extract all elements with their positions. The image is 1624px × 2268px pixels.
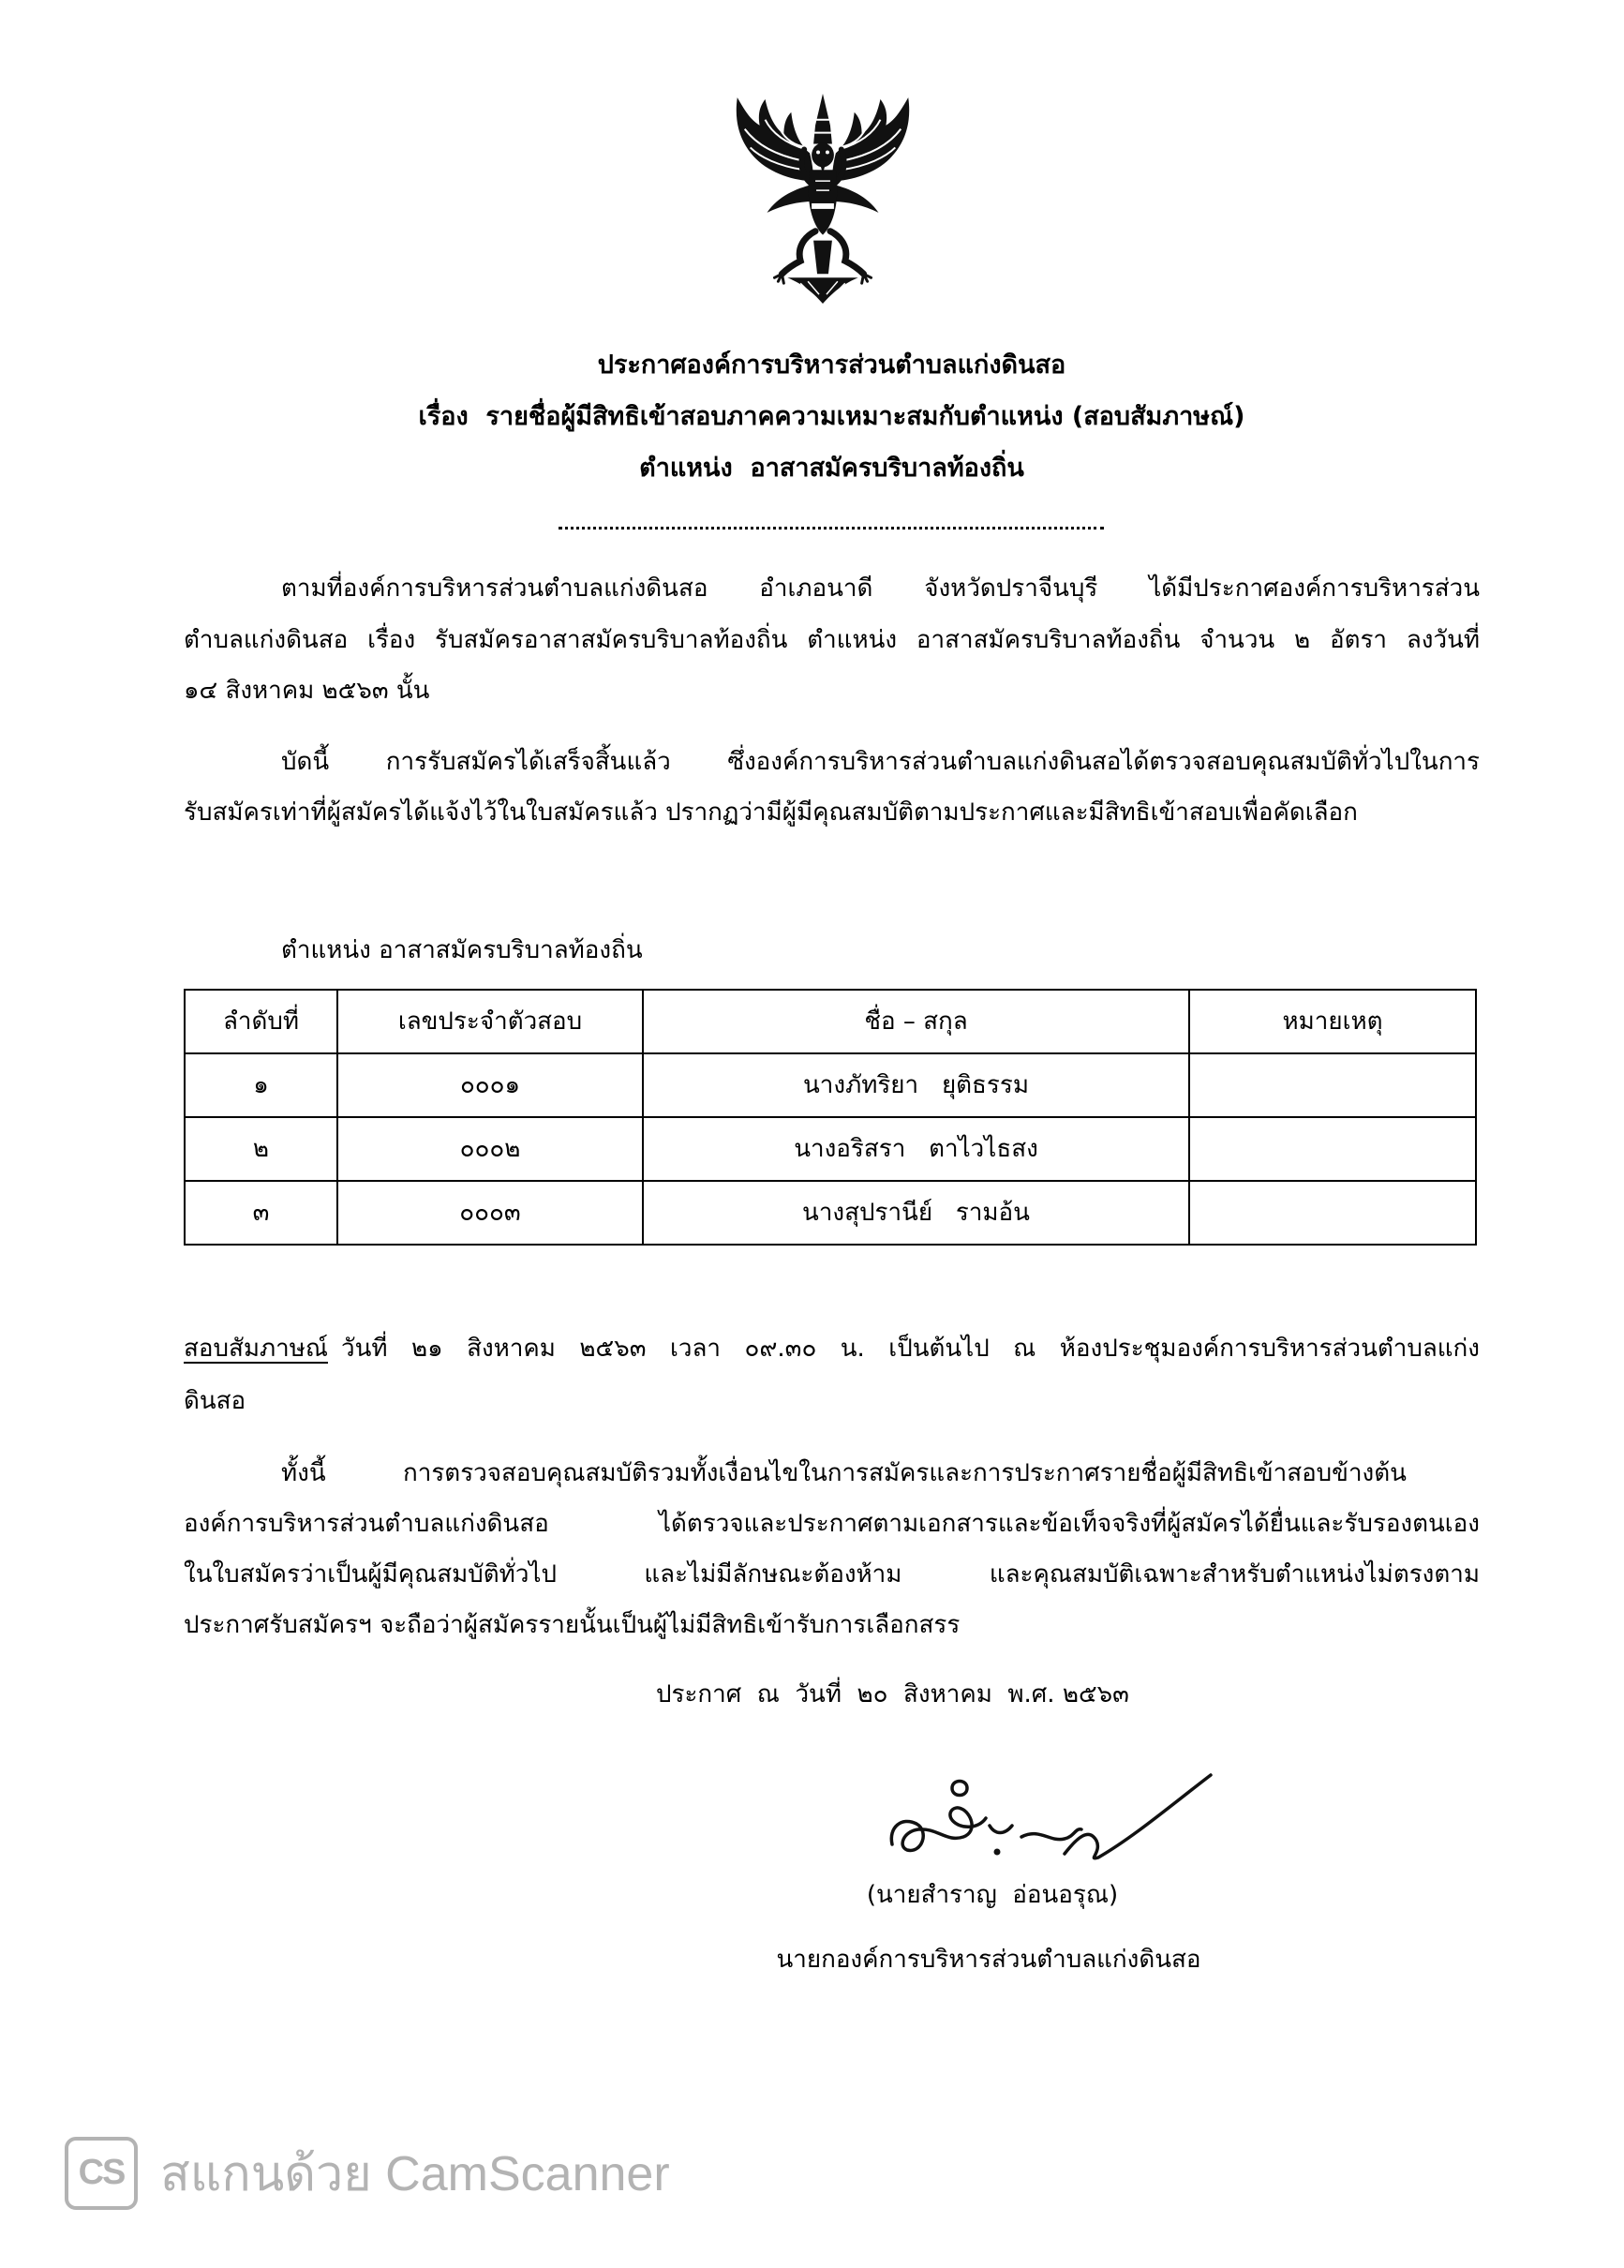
paragraph-background xyxy=(184,563,1480,717)
paragraph-line: รับสมัครเท่าที่ผู้สมัครได้แจ้งไว้ในใบสมัครแล้ว ปรากฏว่ามีผู้มีคุณสมบัติตามประกาศและมีสิทธิเข้าสอบเพื่อคัดเลือก xyxy=(184,798,1358,827)
table-cell-order: ๓ xyxy=(185,1181,337,1245)
table-cell-order: ๑ xyxy=(185,1053,337,1117)
paragraph-line: ดินสอ xyxy=(184,1386,246,1415)
subject-line: เรื่อง รายชื่อผู้มีสิทธิเข้าสอบภาคความเหมาะสมกับตำแหน่ง (สอบสัมภาษณ์) xyxy=(418,402,1245,431)
interview-details: วันที่ ๒๑ สิงหาคม ๒๕๖๓ เวลา ๐๙.๓๐ น. เป็นต้นไป ณ ห้องประชุมองค์การบริหารส่วนตำบลแก่ง xyxy=(341,1334,1480,1363)
signer-position: นายกองค์การบริหารส่วนตำบลแก่งดินสอ xyxy=(776,1945,1201,1974)
paragraph-line: ตามที่องค์การบริหารส่วนตำบลแก่งดินสอ อำเภอนาดี จังหวัดปราจีนบุรี ได้มีประกาศองค์การบริหารส่วน xyxy=(281,574,1480,603)
announcement-date: ประกาศ ณ วันที่ ๒๐ สิงหาคม พ.ศ. ๒๕๖๓ xyxy=(656,1679,1129,1708)
table-cell-exam-id: ๐๐๐๓ xyxy=(337,1181,643,1245)
table-cell-order: ๒ xyxy=(185,1117,337,1181)
paragraph-line xyxy=(184,1322,1480,1375)
table-cell-exam-id: ๐๐๐๒ xyxy=(337,1117,643,1181)
table-cell-exam-id: ๐๐๐๑ xyxy=(337,1053,643,1117)
table-cell-remarks xyxy=(1189,1181,1476,1245)
table-cell-remarks xyxy=(1189,1053,1476,1117)
paragraph-line: ตำบลแก่งดินสอ เรื่อง รับสมัครอาสาสมัครบริบาลท้องถิ่น ตำแหน่ง อาสาสมัครบริบาลท้องถิ่น จำนวน ๒ อัตรา ลงวันที่ xyxy=(184,625,1480,654)
handwritten-signature xyxy=(881,1771,1218,1870)
column-header-remarks: หมายเหตุ xyxy=(1189,990,1476,1053)
column-header-full-name: ชื่อ – สกุล xyxy=(643,990,1189,1053)
garuda-emblem xyxy=(722,92,924,307)
announcement-title: ประกาศองค์การบริหารส่วนตำบลแก่งดินสอ xyxy=(597,351,1066,380)
emblem-area xyxy=(184,92,1480,307)
paragraph-line: ๑๔ สิงหาคม ๒๕๖๓ นั้น xyxy=(184,677,430,705)
dotted-separator xyxy=(559,527,1104,530)
document-heading xyxy=(184,339,1480,494)
signer-name: (นายสำราญ อ่อนอรุณ) xyxy=(866,1880,1119,1909)
paragraph-line xyxy=(184,1448,1480,1499)
watermark-text: สแกนด้วย CamScanner xyxy=(160,2147,670,2201)
table-cell-full-name: นางสุปรานีย์ รามอ้น xyxy=(643,1181,1189,1245)
document-body xyxy=(184,0,1480,1983)
paragraph-status xyxy=(184,737,1480,839)
table-cell-full-name: นางภัทริยา ยุติธรรม xyxy=(643,1053,1189,1117)
paragraph-line: องค์การบริหารส่วนตำบลแก่งดินสอ ได้ตรวจและประกาศตามเอกสารและข้อเท็จจริงที่ผู้สมัครได้ยื่นและรับรองตนเอง xyxy=(184,1509,1480,1538)
interview-label: สอบสัมภาษณ์ xyxy=(184,1334,328,1363)
table-row xyxy=(185,1053,1476,1117)
signature-area xyxy=(881,1771,1218,1870)
camscanner-watermark xyxy=(65,2137,670,2209)
table-caption: ตำแหน่ง อาสาสมัครบริบาลท้องถิ่น xyxy=(281,935,643,964)
paragraph-conditions xyxy=(184,1448,1480,1650)
table-row xyxy=(185,1181,1476,1245)
cs-logo-icon: CS xyxy=(65,2137,138,2210)
paragraph-line: ในใบสมัครว่าเป็นผู้มีคุณสมบัติทั่วไป และไม่มีลักษณะต้องห้าม และคุณสมบัติเฉพาะสำหรับตำแหน่งไม่ตรงตาม xyxy=(184,1559,1480,1589)
position-line: ตำแหน่ง อาสาสมัครบริบาลท้องถิ่น xyxy=(639,454,1024,483)
column-header-exam-id: เลขประจำตัวสอบ xyxy=(337,990,643,1053)
interview-schedule xyxy=(184,1322,1480,1427)
table-cell-remarks xyxy=(1189,1117,1476,1181)
table-row xyxy=(185,1117,1476,1181)
paragraph-lead-word: ทั้งนี้ xyxy=(281,1458,326,1487)
candidates-table xyxy=(184,989,1477,1246)
table-header-row xyxy=(185,990,1476,1053)
column-header-order: ลำดับที่ xyxy=(185,990,337,1053)
table-cell-full-name: นางอริสรา ตาไวไธสง xyxy=(643,1117,1189,1181)
paragraph-line-text: การตรวจสอบคุณสมบัติรวมทั้งเงื่อนไขในการสมัครและการประกาศรายชื่อผู้มีสิทธิเข้าสอบข้างต้น xyxy=(403,1458,1407,1487)
paragraph-line: บัดนี้ การรับสมัครได้เสร็จสิ้นแล้ว ซึ่งองค์การบริหารส่วนตำบลแก่งดินสอได้ตรวจสอบคุณสมบัติทั่วไปในการ xyxy=(281,747,1480,776)
paragraph-line: ประกาศรับสมัครฯ จะถือว่าผู้สมัครรายนั้นเป็นผู้ไม่มีสิทธิเข้ารับการเลือกสรร xyxy=(184,1610,961,1639)
